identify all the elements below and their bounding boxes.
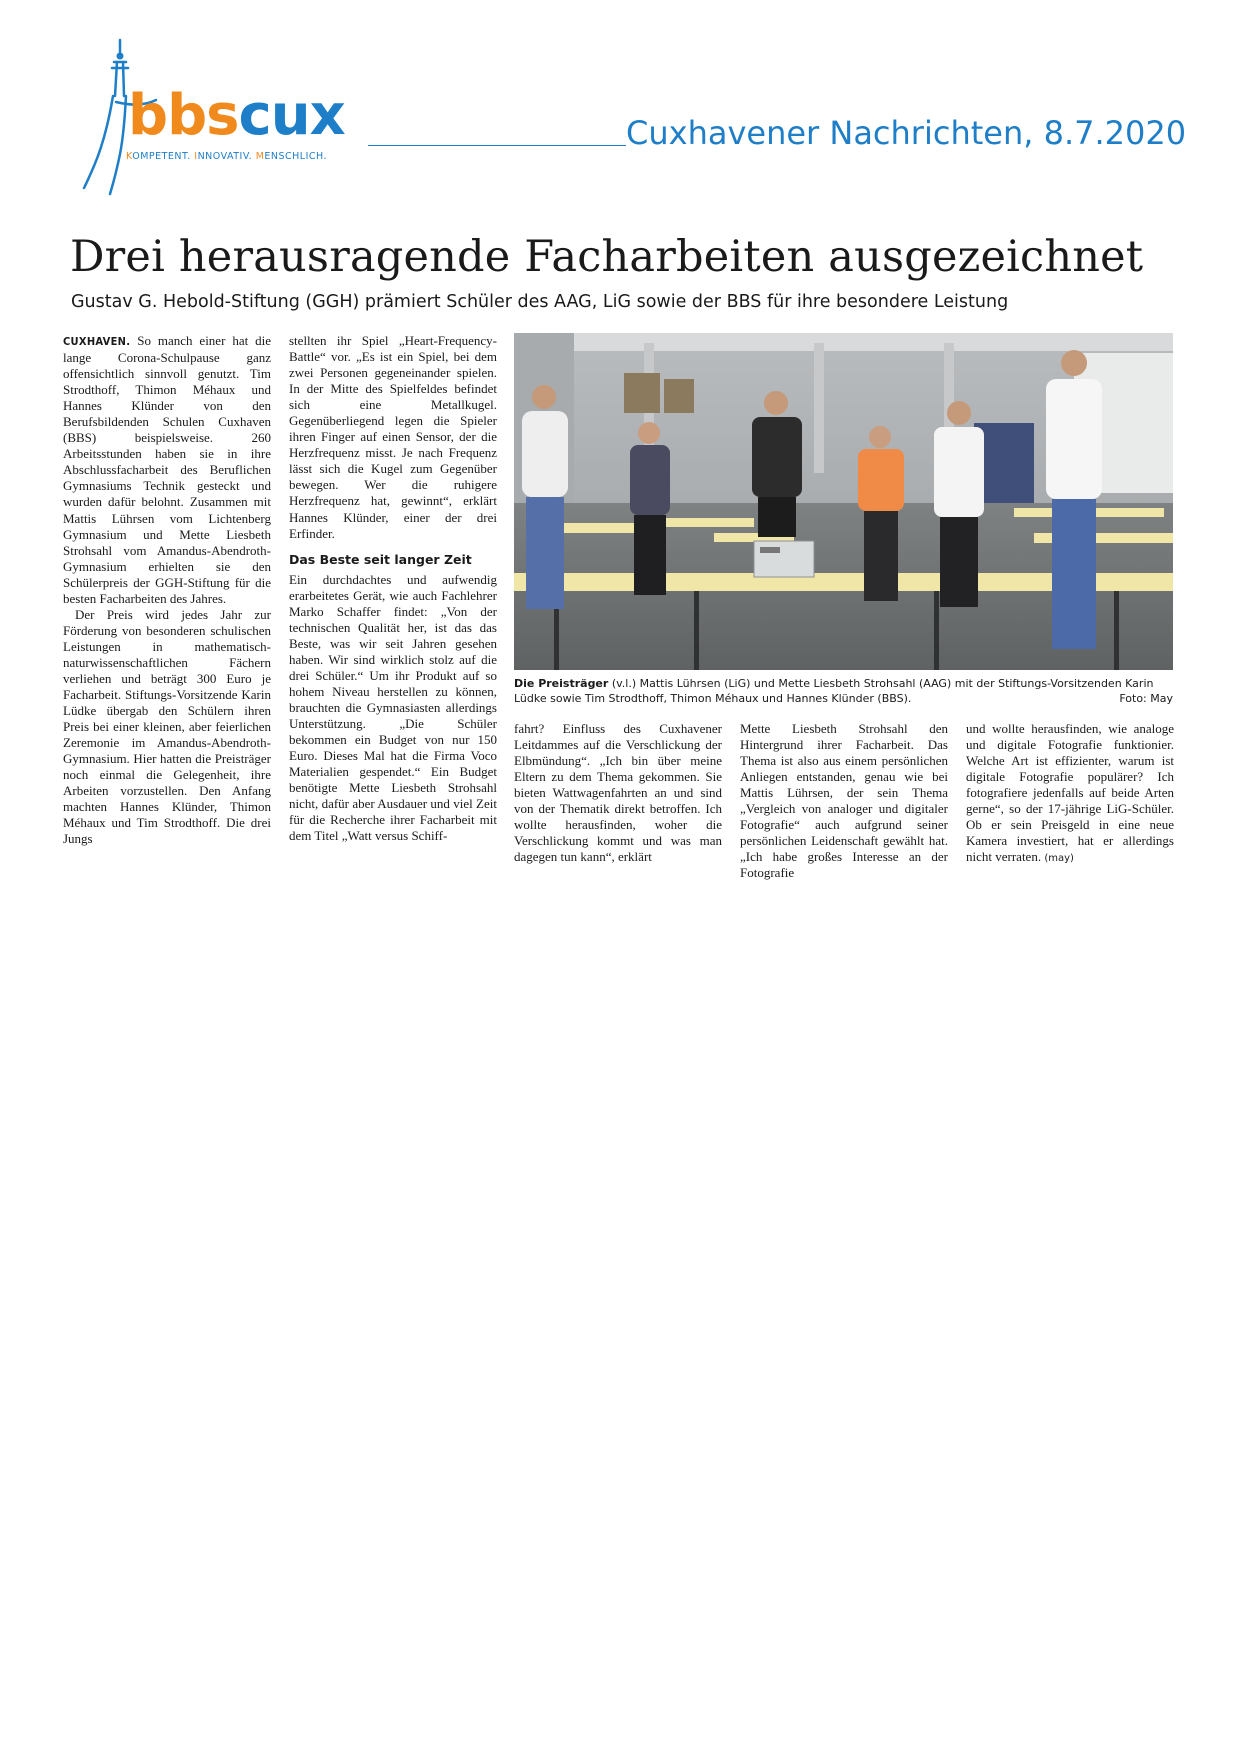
article-column-2 (289, 333, 497, 844)
source-line: Cuxhavener Nachrichten, 8.7.2020 (626, 114, 1187, 152)
col3-paragraph-1: fahrt? Einfluss des Cuxhavener Leitdammes auf die Verschlickung der Elbmündung“. „Ich bin über meine Eltern zu dem Thema gekommen. Sie bieten Wattwagenfahrten an und sind von der Thematik direkt betroffen. Ich wollte herausfinden, woher die Verschlickung kommt und was man dagegen tun kann“, erklärt (514, 721, 722, 865)
logo-cux: cux (238, 83, 345, 148)
subhead: Das Beste seit langer Zeit (289, 551, 472, 567)
bbscux-logo (80, 38, 380, 198)
award-photo (514, 333, 1173, 670)
logo-bbs: bbs (128, 83, 239, 148)
col2-paragraph-2: Ein durchdachtes und aufwendig erarbeitetes Gerät, wie auch Fachlehrer Marko Schaffer findet: „Von der technischen Qualität her, ist das das Beste, was wir seit Jahren gesehen haben. Wir sind wirklich stolz auf die drei Schüler.“ Um ihr Produkt auf so hohem Niveau herstellen zu können, brauchten die Gymnasiasten allerdings Unterstützung. „Die Schüler bekommen ein Budget von nur 150 Euro. Dieses Mal hat die Firma Voco Materialien gespendet.“ Ein Budget benötigte Mette Liesbeth Strohsahl nicht, dafür aber Ausdauer und viel Zeit für die Recherche ihrer Facharbeit mit dem Titel „Watt versus Schiff- (289, 571, 497, 844)
col1-paragraph-2: Der Preis wird jedes Jahr zur Förderung von besonderen schulischen Leistungen in mathematisch-naturwissenschaftlichen Fächern verliehen und beträgt 300 Euro je Facharbeit. Stiftungs-Vorsitzende Karin Lüdke übergab den Schülern ihren Preis bei einer kleinen, aber feierlichen Zeremonie im Amandus-Abendroth-Gymnasium. Hier hatten die Preisträger noch einmal die Gelegenheit, ihre Arbeiten vorzustellen. Den Anfang machten Hannes Klünder, Thimon Méhaux und Tim Strodthoff. Die drei Jungs (63, 606, 271, 847)
caption-text: (v.l.) Mattis Lührsen (LiG) und Mette Liesbeth Strohsahl (AAG) mit der Stiftungs-Vorsitzenden Karin Lüdke sowie Tim Strodthoff, Thimon Méhaux und Hannes Klünder (BBS). (514, 677, 1154, 705)
col2-paragraph-1: stellten ihr Spiel „Heart-Frequency-Battle“ vor. „Es ist ein Spiel, bei dem zwei Personen gegeneinander spielen. In der Mitte des Spielfeldes befindet sich eine Metallkugel. Gegenüberliegend legen die Spieler ihren Finger auf einen Sensor, der die Herzfrequenz misst. Je nach Frequenz lässt sich die Kugel zum Gegenüber bewegen. Wer die ruhigere Herzfrequenz hat, gewinnt“, erklärt Hannes Klünder, einer der drei Erfinder. (289, 333, 497, 541)
logo-tagline: KOMPETENT. INNOVATIV. MENSCHLICH. (126, 151, 328, 162)
col1-paragraph-1: So manch einer hat die lange Corona-Schulpause ganz offensichtlich sinnvoll genutzt. Tim Strodthoff, Thimon Méhaux und Hannes Klünder von den Berufsbildenden Schulen Cuxhaven (BBS) beispielsweise. 260 Arbeitsstunden haben sie in ihre Abschlussfacharbeit des Beruflichen Gymnasiums Technik gesteckt und wurden dafür belohnt. Zusammen mit Mattis Lührsen vom Lichtenberg Gymnasium und Mette Liesbeth Strohsahl vom Amandus-Abendroth-Gymnasium erhielten sie den Schülerpreis der GGH-Stiftung für die besten Facharbeiten des Jahres. (63, 333, 271, 606)
col5-paragraph-1: und wollte herausfinden, wie analoge und digitale Fotografie funktionier. Welche Art ist effizienter, warum ist digitale Fotografie populärer? Ich fotografiere jedenfalls auf beide Arten gerne“, so der 17-jährige LiG-Schüler. Ob er sein Preisgeld in eine neue Kamera investiert, hat er allerdings nicht verraten. (966, 721, 1174, 865)
article-column-1 (63, 333, 271, 848)
photo-illustration (514, 333, 1173, 670)
header-rule (368, 145, 626, 146)
col4-paragraph-1: Mette Liesbeth Strohsahl den Hintergrund ihrer Facharbeit. Das Thema ist also aus einem persönlichen Anliegen entstanden, genau wie bei Mattis Lührsen, der sein Thema „Vergleich von analoger und digitaler Fotografie“ auch aufgrund seiner persönlichen Leidenschaft gewählt hat. „Ich habe großes Interesse an der Fotografie (740, 721, 948, 881)
subheadline: Gustav G. Hebold-Stiftung (GGH) prämiert Schüler des AAG, LiG sowie der BBS für ihre besondere Leistung (71, 292, 1009, 312)
article-column-3 (514, 721, 722, 865)
headline: Drei herausragende Facharbeiten ausgezeichnet (70, 232, 1144, 282)
dateline: CUXHAVEN. (63, 335, 131, 348)
photo-caption (514, 676, 1173, 706)
logo-wordmark (128, 83, 345, 148)
photo-credit: Foto: May (1119, 692, 1173, 705)
author-signature: (may) (1044, 853, 1074, 865)
caption-lead: Die Preisträger (514, 677, 609, 690)
article-column-5 (966, 721, 1174, 867)
article-column-4 (740, 721, 948, 881)
